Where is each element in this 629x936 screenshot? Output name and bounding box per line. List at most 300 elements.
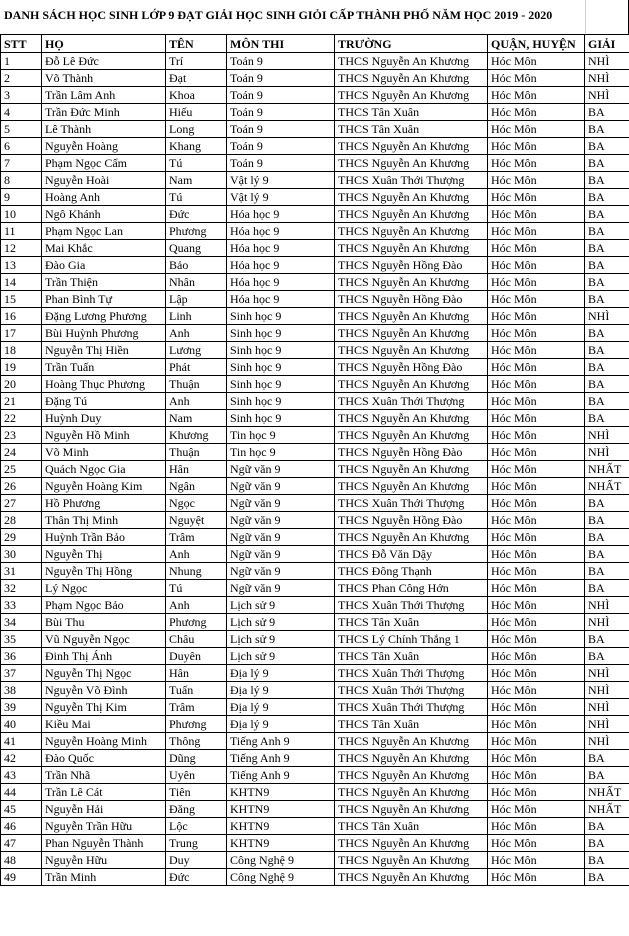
cell-giai[interactable]: BA [585,563,629,580]
cell-ten[interactable]: Duyên [166,648,227,665]
cell-stt[interactable]: 37 [1,665,42,682]
cell-truong[interactable]: THCS Nguyễn An Khương [335,376,488,393]
cell-giai[interactable]: BA [585,223,629,240]
cell-mon-thi[interactable]: Lịch sử 9 [227,597,335,614]
cell-ho[interactable]: Kiều Mai [42,716,166,733]
cell-stt[interactable]: 47 [1,835,42,852]
cell-giai[interactable]: NHÌ [585,682,629,699]
cell-stt[interactable]: 48 [1,852,42,869]
cell-ten[interactable]: Tú [166,580,227,597]
cell-mon-thi[interactable]: Lịch sử 9 [227,614,335,631]
cell-ten[interactable]: Thuận [166,444,227,461]
cell-giai[interactable]: BA [585,546,629,563]
cell-ten[interactable]: Trâm [166,529,227,546]
cell-giai[interactable]: BA [585,580,629,597]
cell-truong[interactable]: THCS Nguyễn An Khương [335,223,488,240]
cell-mon-thi[interactable]: Vật lý 9 [227,172,335,189]
cell-truong[interactable]: THCS Nguyễn An Khương [335,733,488,750]
cell-truong[interactable]: THCS Tân Xuân [335,614,488,631]
cell-ho[interactable]: Huỳnh Trần Bảo [42,529,166,546]
cell-ho[interactable]: Hoàng Thục Phương [42,376,166,393]
cell-truong[interactable]: THCS Nguyễn An Khương [335,240,488,257]
cell-truong[interactable]: THCS Tân Xuân [335,716,488,733]
cell-ten[interactable]: Tiên [166,784,227,801]
cell-quan-huyen[interactable]: Hóc Môn [488,801,585,818]
cell-mon-thi[interactable]: Ngữ văn 9 [227,478,335,495]
cell-ten[interactable]: Nhân [166,274,227,291]
cell-mon-thi[interactable]: Toán 9 [227,121,335,138]
cell-quan-huyen[interactable]: Hóc Môn [488,648,585,665]
cell-stt[interactable]: 28 [1,512,42,529]
cell-ten[interactable]: Hiếu [166,104,227,121]
cell-quan-huyen[interactable]: Hóc Môn [488,529,585,546]
cell-truong[interactable]: THCS Xuân Thới Thượng [335,495,488,512]
cell-giai[interactable]: BA [585,648,629,665]
cell-mon-thi[interactable]: Toán 9 [227,70,335,87]
cell-ho[interactable]: Bùi Thu [42,614,166,631]
cell-mon-thi[interactable]: Hóa học 9 [227,274,335,291]
cell-giai[interactable]: BA [585,529,629,546]
cell-ho[interactable]: Nguyễn Võ Đình [42,682,166,699]
cell-ho[interactable]: Lý Ngọc [42,580,166,597]
cell-ho[interactable]: Võ Thành [42,70,166,87]
cell-giai[interactable]: NHÌ [585,614,629,631]
cell-truong[interactable]: THCS Nguyễn Hồng Đào [335,291,488,308]
cell-stt[interactable]: 34 [1,614,42,631]
cell-mon-thi[interactable]: Địa lý 9 [227,716,335,733]
cell-giai[interactable]: BA [585,121,629,138]
cell-stt[interactable]: 35 [1,631,42,648]
cell-quan-huyen[interactable]: Hóc Môn [488,699,585,716]
cell-quan-huyen[interactable]: Hóc Môn [488,767,585,784]
cell-stt[interactable]: 16 [1,308,42,325]
cell-ten[interactable]: Phương [166,716,227,733]
cell-truong[interactable]: THCS Nguyễn An Khương [335,274,488,291]
cell-giai[interactable]: NHÌ [585,597,629,614]
cell-giai[interactable]: BA [585,257,629,274]
header-mon-thi[interactable]: MÔN THI [227,35,335,53]
cell-quan-huyen[interactable]: Hóc Môn [488,206,585,223]
cell-mon-thi[interactable]: Hóa học 9 [227,206,335,223]
cell-ho[interactable]: Trần Nhã [42,767,166,784]
cell-ten[interactable]: Phương [166,223,227,240]
cell-stt[interactable]: 30 [1,546,42,563]
cell-stt[interactable]: 12 [1,240,42,257]
cell-ho[interactable]: Nguyễn Thị Kim [42,699,166,716]
cell-truong[interactable]: THCS Xuân Thới Thượng [335,393,488,410]
cell-giai[interactable]: NHẤT [585,461,629,478]
cell-giai[interactable]: BA [585,631,629,648]
cell-truong[interactable]: THCS Nguyễn An Khương [335,189,488,206]
cell-mon-thi[interactable]: Ngữ văn 9 [227,529,335,546]
cell-ten[interactable]: Khoa [166,87,227,104]
cell-quan-huyen[interactable]: Hóc Môn [488,478,585,495]
cell-ho[interactable]: Trần Lê Cát [42,784,166,801]
cell-giai[interactable]: BA [585,342,629,359]
cell-stt[interactable]: 27 [1,495,42,512]
cell-truong[interactable]: THCS Nguyễn An Khương [335,835,488,852]
cell-truong[interactable]: THCS Xuân Thới Thượng [335,172,488,189]
header-stt[interactable]: STT [1,35,42,53]
cell-stt[interactable]: 24 [1,444,42,461]
cell-ten[interactable]: Nhung [166,563,227,580]
cell-truong[interactable]: THCS Đỗ Văn Dậy [335,546,488,563]
cell-ten[interactable]: Lập [166,291,227,308]
cell-ten[interactable]: Đức [166,869,227,886]
header-truong[interactable]: TRƯỜNG [335,35,488,53]
cell-truong[interactable]: THCS Nguyễn An Khương [335,70,488,87]
cell-ho[interactable]: Nguyễn Thị Ngọc [42,665,166,682]
cell-quan-huyen[interactable]: Hóc Môn [488,461,585,478]
cell-ho[interactable]: Đào Gia [42,257,166,274]
cell-ten[interactable]: Anh [166,393,227,410]
cell-truong[interactable]: THCS Nguyễn An Khương [335,325,488,342]
cell-ten[interactable]: Duy [166,852,227,869]
cell-stt[interactable]: 36 [1,648,42,665]
cell-ho[interactable]: Ngô Khánh [42,206,166,223]
cell-giai[interactable]: NHẤT [585,478,629,495]
cell-ten[interactable]: Quang [166,240,227,257]
cell-truong[interactable]: THCS Nguyễn An Khương [335,427,488,444]
cell-truong[interactable]: THCS Nguyễn Hồng Đào [335,444,488,461]
cell-giai[interactable]: BA [585,835,629,852]
cell-giai[interactable]: NHÌ [585,53,629,70]
header-giai[interactable]: GIẢI [585,35,629,53]
cell-ten[interactable]: Uyên [166,767,227,784]
header-ho[interactable]: HỌ [42,35,166,53]
cell-truong[interactable]: THCS Tân Xuân [335,818,488,835]
cell-stt[interactable]: 31 [1,563,42,580]
cell-ho[interactable]: Nguyễn Trần Hữu [42,818,166,835]
cell-quan-huyen[interactable]: Hóc Môn [488,393,585,410]
cell-quan-huyen[interactable]: Hóc Môn [488,257,585,274]
cell-quan-huyen[interactable]: Hóc Môn [488,665,585,682]
cell-stt[interactable]: 41 [1,733,42,750]
cell-ten[interactable]: Ngọc [166,495,227,512]
cell-giai[interactable]: NHÌ [585,665,629,682]
cell-truong[interactable]: THCS Nguyễn Hồng Đào [335,257,488,274]
cell-quan-huyen[interactable]: Hóc Môn [488,614,585,631]
cell-truong[interactable]: THCS Nguyễn An Khương [335,53,488,70]
cell-quan-huyen[interactable]: Hóc Môn [488,818,585,835]
cell-quan-huyen[interactable]: Hóc Môn [488,563,585,580]
cell-stt[interactable]: 5 [1,121,42,138]
cell-quan-huyen[interactable]: Hóc Môn [488,138,585,155]
cell-truong[interactable]: THCS Lý Chính Thắng 1 [335,631,488,648]
cell-quan-huyen[interactable]: Hóc Môn [488,274,585,291]
cell-truong[interactable]: THCS Nguyễn An Khương [335,461,488,478]
cell-stt[interactable]: 18 [1,342,42,359]
cell-giai[interactable]: BA [585,376,629,393]
cell-truong[interactable]: THCS Nguyễn An Khương [335,155,488,172]
cell-giai[interactable]: BA [585,172,629,189]
cell-mon-thi[interactable]: Hóa học 9 [227,240,335,257]
cell-stt[interactable]: 6 [1,138,42,155]
cell-stt[interactable]: 44 [1,784,42,801]
cell-quan-huyen[interactable]: Hóc Môn [488,325,585,342]
cell-stt[interactable]: 26 [1,478,42,495]
cell-truong[interactable]: THCS Nguyễn An Khương [335,784,488,801]
cell-ho[interactable]: Nguyễn Hoàng [42,138,166,155]
cell-ho[interactable]: Trần Lâm Anh [42,87,166,104]
cell-quan-huyen[interactable]: Hóc Môn [488,835,585,852]
cell-stt[interactable]: 8 [1,172,42,189]
cell-ho[interactable]: Vũ Nguyễn Ngọc [42,631,166,648]
cell-quan-huyen[interactable]: Hóc Môn [488,750,585,767]
cell-giai[interactable]: BA [585,189,629,206]
cell-mon-thi[interactable]: Ngữ văn 9 [227,563,335,580]
cell-ten[interactable]: Thông [166,733,227,750]
cell-giai[interactable]: BA [585,818,629,835]
cell-mon-thi[interactable]: Tiếng Anh 9 [227,767,335,784]
cell-giai[interactable]: NHÌ [585,699,629,716]
cell-ten[interactable]: Anh [166,597,227,614]
cell-stt[interactable]: 13 [1,257,42,274]
cell-truong[interactable]: THCS Xuân Thới Thượng [335,699,488,716]
cell-truong[interactable]: THCS Phan Công Hớn [335,580,488,597]
cell-ho[interactable]: Quách Ngọc Gia [42,461,166,478]
cell-ten[interactable]: Ngân [166,478,227,495]
cell-truong[interactable]: THCS Nguyễn An Khương [335,138,488,155]
cell-mon-thi[interactable]: KHTN9 [227,784,335,801]
cell-ho[interactable]: Đào Quốc [42,750,166,767]
cell-quan-huyen[interactable]: Hóc Môn [488,342,585,359]
cell-quan-huyen[interactable]: Hóc Môn [488,155,585,172]
cell-mon-thi[interactable]: Hóa học 9 [227,223,335,240]
cell-stt[interactable]: 32 [1,580,42,597]
cell-ten[interactable]: Trung [166,835,227,852]
cell-mon-thi[interactable]: Lịch sử 9 [227,648,335,665]
cell-ho[interactable]: Lê Thành [42,121,166,138]
cell-stt[interactable]: 29 [1,529,42,546]
cell-giai[interactable]: NHÌ [585,716,629,733]
cell-mon-thi[interactable]: Toán 9 [227,104,335,121]
cell-giai[interactable]: BA [585,325,629,342]
cell-stt[interactable]: 45 [1,801,42,818]
cell-mon-thi[interactable]: Ngữ văn 9 [227,495,335,512]
cell-ho[interactable]: Đỗ Lê Đức [42,53,166,70]
cell-ho[interactable]: Huỳnh Duy [42,410,166,427]
cell-stt[interactable]: 14 [1,274,42,291]
cell-mon-thi[interactable]: Toán 9 [227,87,335,104]
cell-mon-thi[interactable]: Địa lý 9 [227,682,335,699]
cell-truong[interactable]: THCS Xuân Thới Thượng [335,682,488,699]
cell-stt[interactable]: 39 [1,699,42,716]
cell-quan-huyen[interactable]: Hóc Môn [488,189,585,206]
cell-mon-thi[interactable]: Tiếng Anh 9 [227,750,335,767]
cell-mon-thi[interactable]: Sinh học 9 [227,393,335,410]
cell-ten[interactable]: Nam [166,410,227,427]
cell-stt[interactable]: 15 [1,291,42,308]
cell-quan-huyen[interactable]: Hóc Môn [488,291,585,308]
cell-stt[interactable]: 1 [1,53,42,70]
cell-quan-huyen[interactable]: Hóc Môn [488,359,585,376]
cell-stt[interactable]: 21 [1,393,42,410]
cell-ten[interactable]: Phát [166,359,227,376]
cell-giai[interactable]: BA [585,393,629,410]
cell-ten[interactable]: Hân [166,665,227,682]
cell-quan-huyen[interactable]: Hóc Môn [488,444,585,461]
cell-mon-thi[interactable]: Lịch sử 9 [227,631,335,648]
header-quan-huyen[interactable]: QUẬN, HUYỆN [488,35,585,53]
cell-truong[interactable]: THCS Đông Thạnh [335,563,488,580]
cell-stt[interactable]: 40 [1,716,42,733]
cell-mon-thi[interactable]: Hóa học 9 [227,291,335,308]
cell-quan-huyen[interactable]: Hóc Môn [488,223,585,240]
cell-quan-huyen[interactable]: Hóc Môn [488,852,585,869]
cell-giai[interactable]: BA [585,291,629,308]
cell-giai[interactable]: NHÌ [585,733,629,750]
cell-quan-huyen[interactable]: Hóc Môn [488,682,585,699]
empty-cell[interactable] [585,0,629,33]
cell-giai[interactable]: BA [585,359,629,376]
cell-giai[interactable]: NHÌ [585,308,629,325]
cell-ten[interactable]: Tú [166,155,227,172]
cell-ho[interactable]: Đặng Tú [42,393,166,410]
cell-giai[interactable]: BA [585,767,629,784]
cell-ten[interactable]: Nam [166,172,227,189]
cell-stt[interactable]: 7 [1,155,42,172]
cell-giai[interactable]: BA [585,138,629,155]
cell-stt[interactable]: 10 [1,206,42,223]
cell-ho[interactable]: Đặng Lương Phương [42,308,166,325]
cell-stt[interactable]: 42 [1,750,42,767]
cell-giai[interactable]: BA [585,750,629,767]
cell-mon-thi[interactable]: Sinh học 9 [227,410,335,427]
cell-quan-huyen[interactable]: Hóc Môn [488,104,585,121]
cell-ho[interactable]: Nguyễn Hoàng Minh [42,733,166,750]
cell-mon-thi[interactable]: Tin học 9 [227,444,335,461]
cell-ho[interactable]: Phạm Ngọc Bảo [42,597,166,614]
cell-mon-thi[interactable]: Công Nghệ 9 [227,869,335,886]
cell-giai[interactable]: NHẤT [585,801,629,818]
cell-mon-thi[interactable]: Tiếng Anh 9 [227,733,335,750]
cell-ho[interactable]: Nguyễn Hoàng Kim [42,478,166,495]
cell-quan-huyen[interactable]: Hóc Môn [488,121,585,138]
cell-ho[interactable]: Trần Thiện [42,274,166,291]
cell-truong[interactable]: THCS Nguyễn An Khương [335,801,488,818]
cell-quan-huyen[interactable]: Hóc Môn [488,172,585,189]
cell-quan-huyen[interactable]: Hóc Môn [488,716,585,733]
cell-ten[interactable]: Khương [166,427,227,444]
cell-giai[interactable]: BA [585,274,629,291]
cell-giai[interactable]: BA [585,155,629,172]
cell-mon-thi[interactable]: Sinh học 9 [227,359,335,376]
cell-ho[interactable]: Nguyễn Thị [42,546,166,563]
header-ten[interactable]: TÊN [166,35,227,53]
cell-stt[interactable]: 20 [1,376,42,393]
cell-ho[interactable]: Phạm Ngọc Cẩm [42,155,166,172]
cell-ho[interactable]: Nguyễn Thị Hiền [42,342,166,359]
cell-ten[interactable]: Đức [166,206,227,223]
cell-quan-huyen[interactable]: Hóc Môn [488,70,585,87]
cell-ho[interactable]: Phạm Ngọc Lan [42,223,166,240]
cell-ho[interactable]: Nguyễn Hải [42,801,166,818]
cell-ho[interactable]: Hồ Phương [42,495,166,512]
cell-quan-huyen[interactable]: Hóc Môn [488,410,585,427]
cell-ho[interactable]: Hoàng Anh [42,189,166,206]
cell-ten[interactable]: Phương [166,614,227,631]
cell-quan-huyen[interactable]: Hóc Môn [488,869,585,886]
cell-giai[interactable]: NHÌ [585,427,629,444]
cell-truong[interactable]: THCS Nguyễn An Khương [335,529,488,546]
cell-ten[interactable]: Bảo [166,257,227,274]
cell-giai[interactable]: NHÌ [585,70,629,87]
cell-giai[interactable]: BA [585,206,629,223]
cell-giai[interactable]: NHẤT [585,784,629,801]
cell-truong[interactable]: THCS Nguyễn Hồng Đào [335,359,488,376]
cell-ho[interactable]: Trần Đức Minh [42,104,166,121]
cell-truong[interactable]: THCS Xuân Thới Thượng [335,597,488,614]
cell-mon-thi[interactable]: Vật lý 9 [227,189,335,206]
cell-quan-huyen[interactable]: Hóc Môn [488,376,585,393]
cell-quan-huyen[interactable]: Hóc Môn [488,427,585,444]
cell-mon-thi[interactable]: Sinh học 9 [227,325,335,342]
cell-truong[interactable]: THCS Nguyễn An Khương [335,750,488,767]
cell-giai[interactable]: BA [585,104,629,121]
cell-ho[interactable]: Bùi Huỳnh Phương [42,325,166,342]
cell-ten[interactable]: Đăng [166,801,227,818]
cell-truong[interactable]: THCS Nguyễn An Khương [335,869,488,886]
cell-truong[interactable]: THCS Xuân Thới Thượng [335,665,488,682]
cell-ten[interactable]: Lương [166,342,227,359]
cell-ten[interactable]: Trí [166,53,227,70]
cell-truong[interactable]: THCS Nguyễn An Khương [335,767,488,784]
cell-ten[interactable]: Nguyệt [166,512,227,529]
cell-stt[interactable]: 23 [1,427,42,444]
cell-stt[interactable]: 49 [1,869,42,886]
cell-stt[interactable]: 17 [1,325,42,342]
cell-truong[interactable]: THCS Nguyễn An Khương [335,342,488,359]
cell-mon-thi[interactable]: Ngữ văn 9 [227,461,335,478]
cell-ten[interactable]: Anh [166,546,227,563]
cell-ho[interactable]: Võ Minh [42,444,166,461]
cell-mon-thi[interactable]: Toán 9 [227,138,335,155]
cell-mon-thi[interactable]: KHTN9 [227,835,335,852]
cell-mon-thi[interactable]: Địa lý 9 [227,699,335,716]
cell-stt[interactable]: 33 [1,597,42,614]
cell-ten[interactable]: Linh [166,308,227,325]
cell-mon-thi[interactable]: Sinh học 9 [227,308,335,325]
cell-ten[interactable]: Đạt [166,70,227,87]
cell-ho[interactable]: Trần Tuấn [42,359,166,376]
cell-mon-thi[interactable]: Địa lý 9 [227,665,335,682]
cell-quan-huyen[interactable]: Hóc Môn [488,53,585,70]
cell-truong[interactable]: THCS Nguyễn An Khương [335,478,488,495]
cell-giai[interactable]: BA [585,852,629,869]
cell-quan-huyen[interactable]: Hóc Môn [488,784,585,801]
cell-ho[interactable]: Phan Nguyễn Thành [42,835,166,852]
cell-quan-huyen[interactable]: Hóc Môn [488,733,585,750]
cell-ten[interactable]: Tú [166,189,227,206]
cell-ho[interactable]: Phan Bình Tự [42,291,166,308]
cell-mon-thi[interactable]: Công Nghệ 9 [227,852,335,869]
cell-truong[interactable]: THCS Tân Xuân [335,121,488,138]
cell-quan-huyen[interactable]: Hóc Môn [488,87,585,104]
cell-ten[interactable]: Long [166,121,227,138]
cell-quan-huyen[interactable]: Hóc Môn [488,631,585,648]
cell-mon-thi[interactable]: Ngữ văn 9 [227,546,335,563]
cell-stt[interactable]: 22 [1,410,42,427]
cell-stt[interactable]: 2 [1,70,42,87]
cell-truong[interactable]: THCS Nguyễn An Khương [335,206,488,223]
cell-stt[interactable]: 43 [1,767,42,784]
cell-ten[interactable]: Tuấn [166,682,227,699]
cell-ho[interactable]: Mai Khắc [42,240,166,257]
cell-ten[interactable]: Hân [166,461,227,478]
cell-quan-huyen[interactable]: Hóc Môn [488,597,585,614]
cell-stt[interactable]: 11 [1,223,42,240]
